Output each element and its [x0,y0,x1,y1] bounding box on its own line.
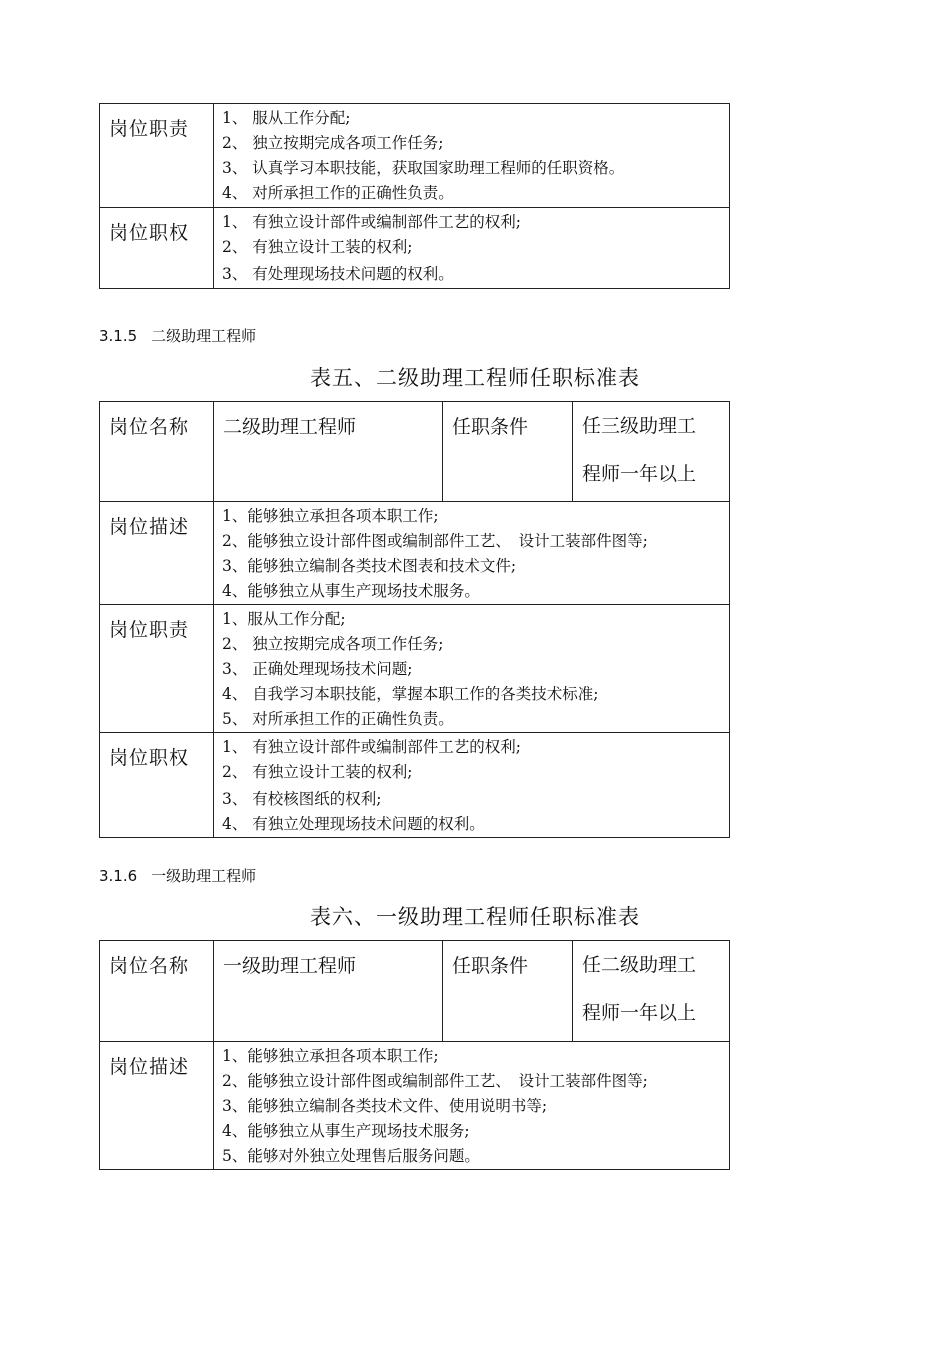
table-continued [99,103,730,289]
list-item: 3、能够独立编制各类技术文件、使用说明书等; [222,1094,729,1119]
list-item: 2、 有独立设计工装的权利; [222,763,413,781]
list-item: 2、能够独立设计部件图或编制部件工艺、 设计工装部件图等; [222,1069,729,1094]
list-item: 2、能够独立设计部件图或编制部件工艺、 设计工装部件图等; [222,529,729,554]
condition-label: 任职条件 [443,941,573,1042]
table-title-6: 表六、一级助理工程师任职标准表 [310,905,640,929]
row-label: 岗位描述 [100,1042,214,1170]
position-name: 一级助理工程师 [214,941,443,1042]
list-item: 5、能够对外独立处理售后服务问题。 [222,1147,480,1165]
list-item: 4、 对所承担工作的正确性负责。 [222,184,454,202]
table-5 [99,401,730,838]
condition-value: 任二级助理工 程师一年以上 [573,941,730,1042]
row-power [100,733,730,838]
list-item: 3、 有校核图纸的权利; [222,790,382,808]
row-power [100,208,730,289]
list-item: 3、 认真学习本职技能，获取国家助理工程师的任职资格。 [222,159,625,177]
row-label: 岗位名称 [100,402,214,502]
list-item: 4、能够独立从事生产现场技术服务。 [222,579,729,604]
row-label: 岗位职权 [100,208,214,289]
row-desc [100,1042,730,1170]
section-heading-3-1-6: 3.1.6 一级助理工程师 [99,867,257,885]
list-item: 2、 有独立设计工装的权利; [222,238,413,256]
list-item: 1、能够独立承担各项本职工作; [222,1044,729,1069]
row-label: 岗位职责 [100,605,214,733]
table-title-5: 表五、二级助理工程师任职标准表 [310,366,640,390]
list-item: 4、 有独立处理现场技术问题的权利。 [222,815,485,833]
list-item: 4、能够独立从事生产现场技术服务; [222,1119,729,1144]
list-item: 3、能够独立编制各类技术图表和技术文件; [222,554,729,579]
row-name [100,402,730,502]
list-item: 2、 独立按期完成各项工作任务; [222,632,729,657]
row-label: 岗位描述 [100,502,214,605]
row-label: 岗位职责 [100,104,214,208]
condition-value: 任三级助理工 程师一年以上 [573,402,730,502]
list-item: 1、 有独立设计部件或编制部件工艺的权利; [222,738,522,756]
desc-list [214,1042,730,1170]
list-item: 5、 对所承担工作的正确性负责。 [222,710,454,728]
table-6 [99,940,730,1170]
list-item: 1、能够独立承担各项本职工作; [222,504,729,529]
list-item: 4、 自我学习本职技能，掌握本职工作的各类技术标准; [222,685,599,703]
duty-list [214,605,730,733]
list-item: 3、 有处理现场技术问题的权利。 [222,265,454,283]
row-desc [100,502,730,605]
row-label: 岗位名称 [100,941,214,1042]
condition-label: 任职条件 [443,402,573,502]
list-item: 2、 独立按期完成各项工作任务; [222,134,444,152]
list-item: 1、 服从工作分配; [222,109,351,127]
list-item: 1、 有独立设计部件或编制部件工艺的权利; [222,213,522,231]
list-item: 3、 正确处理现场技术问题; [222,660,413,678]
section-heading-3-1-5: 3.1.5 二级助理工程师 [99,327,257,345]
row-duty [100,605,730,733]
duty-list [214,104,730,208]
list-item: 1、服从工作分配; [222,607,729,632]
position-name: 二级助理工程师 [214,402,443,502]
row-name [100,941,730,1042]
power-list [214,208,730,289]
power-list [214,733,730,838]
row-label: 岗位职权 [100,733,214,838]
row-duty [100,104,730,208]
desc-list [214,502,730,605]
